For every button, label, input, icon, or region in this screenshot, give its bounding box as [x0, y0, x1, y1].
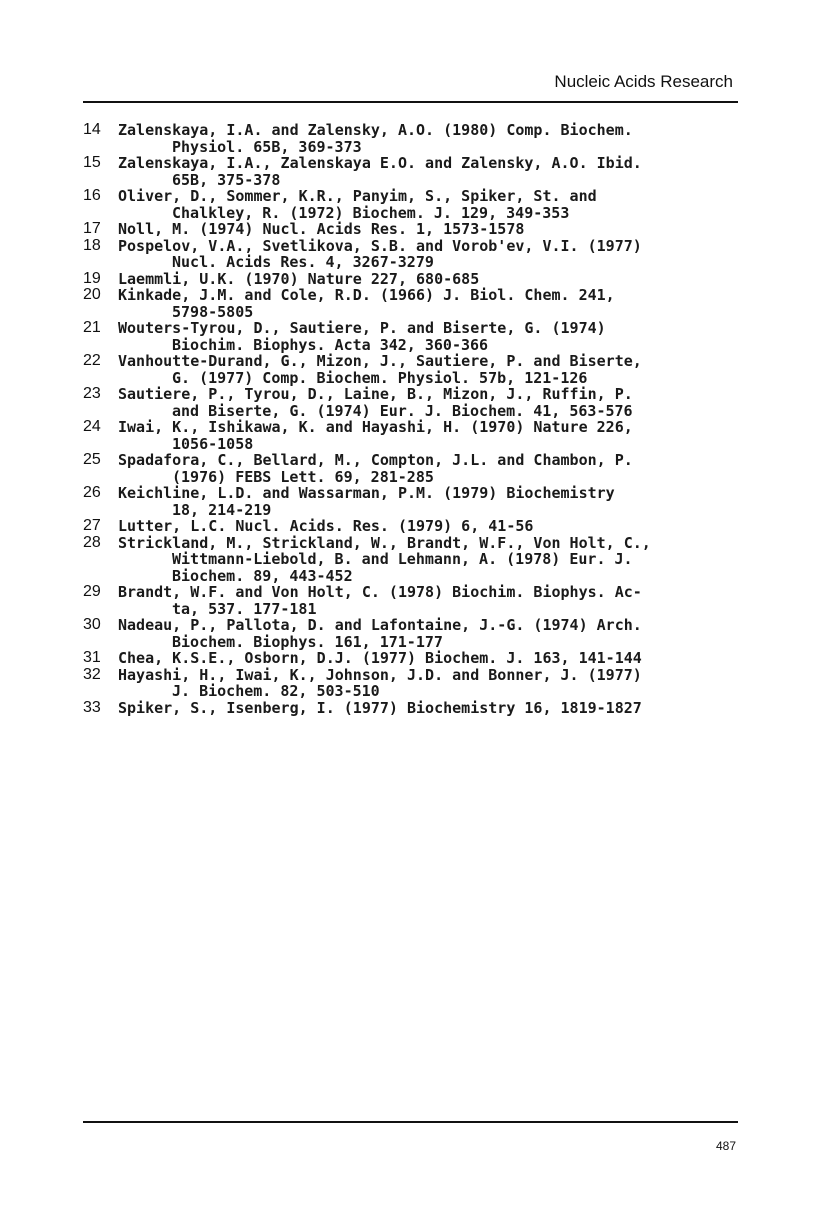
reference-text-line: Nadeau, P., Pallota, D. and Lafontaine, J.-G. (1974) Arch. — [118, 616, 642, 634]
reference-text-line: 5798-5805 — [172, 302, 254, 321]
reference-text-line: 1056-1058 — [172, 434, 254, 453]
reference-number: 18 — [83, 236, 101, 254]
reference-entry — [83, 271, 743, 288]
reference-text-line: Wouters-Tyrou, D., Sautiere, P. and Biserte, G. (1974) — [118, 319, 606, 337]
reference-entry — [83, 122, 743, 155]
reference-text-line: Vanhoutte-Durand, G., Mizon, J., Sautiere, P. and Biserte, — [118, 352, 642, 370]
reference-entry — [83, 353, 743, 386]
reference-text-line: Spadafora, C., Bellard, M., Compton, J.L. and Chambon, P. — [118, 451, 633, 469]
reference-number: 23 — [83, 385, 101, 402]
reference-text-line: Sautiere, P., Tyrou, D., Laine, B., Mizon, J., Ruffin, P. — [118, 385, 633, 403]
reference-text-line: Kinkade, J.M. and Cole, R.D. (1966) J. Biol. Chem. 241, — [118, 286, 615, 304]
reference-text-line: Noll, M. (1974) Nucl. Acids Res. 1, 1573-1578 — [118, 220, 525, 238]
reference-text-line: Biochem. 89, 443-452 — [172, 566, 353, 585]
reference-text-line: Iwai, K., Ishikawa, K. and Hayashi, H. (1970) Nature 226, — [118, 418, 633, 436]
reference-number: 22 — [83, 352, 101, 369]
reference-number: 26 — [83, 484, 101, 501]
reference-entry — [83, 452, 743, 485]
reference-text-line: Biochim. Biophys. Acta 342, 360-366 — [172, 335, 489, 354]
reference-entry — [83, 650, 743, 667]
reference-entry — [83, 287, 743, 320]
reference-number: 14 — [83, 121, 101, 138]
reference-number: 30 — [83, 616, 101, 633]
reference-text-line: Spiker, S., Isenberg, I. (1977) Biochemistry 16, 1819-1827 — [118, 698, 642, 717]
reference-list — [83, 122, 743, 716]
reference-entry — [83, 518, 743, 535]
reference-entry — [83, 700, 743, 717]
reference-entry — [83, 238, 743, 271]
reference-text-line: 18, 214-219 — [172, 500, 272, 519]
reference-text-line: Hayashi, H., Iwai, K., Johnson, J.D. and Bonner, J. (1977) — [118, 665, 642, 684]
reference-entry — [83, 188, 743, 221]
footer-rule — [83, 1121, 738, 1123]
reference-number: 16 — [83, 187, 101, 204]
reference-text-line: G. (1977) Comp. Biochem. Physiol. 57b, 121-126 — [172, 368, 588, 387]
reference-text-line: Zalenskaya, I.A. and Zalensky, A.O. (1980) Comp. Biochem. — [118, 121, 633, 139]
reference-text-line: Brandt, W.F. and Von Holt, C. (1978) Biochim. Biophys. Ac- — [118, 583, 642, 601]
reference-number: 19 — [83, 269, 101, 287]
reference-text-line: Pospelov, V.A., Svetlikova, S.B. and Vorob'ev, V.I. (1977) — [118, 236, 642, 255]
reference-text-line: Keichline, L.D. and Wassarman, P.M. (1979) Biochemistry — [118, 484, 615, 502]
reference-entry — [83, 221, 743, 238]
reference-text-line: Chea, K.S.E., Osborn, D.J. (1977) Biochem. J. 163, 141-144 — [118, 649, 642, 667]
reference-text-line: Chalkley, R. (1972) Biochem. J. 129, 349-353 — [172, 203, 570, 222]
reference-number: 28 — [83, 533, 101, 551]
reference-entry — [83, 535, 743, 585]
reference-text-line: Nucl. Acids Res. 4, 3267-3279 — [172, 253, 434, 271]
reference-text-line: Biochem. Biophys. 161, 171-177 — [172, 632, 443, 651]
reference-number: 33 — [83, 698, 101, 716]
reference-number: 17 — [83, 220, 101, 237]
reference-text-line: Oliver, D., Sommer, K.R., Panyim, S., Spiker, St. and — [118, 187, 597, 205]
reference-text-line: (1976) FEBS Lett. 69, 281-285 — [172, 467, 434, 486]
reference-number: 20 — [83, 286, 101, 303]
reference-text-line: Zalenskaya, I.A., Zalenskaya E.O. and Zalensky, A.O. Ibid. — [118, 154, 642, 172]
journal-title: Nucleic Acids Research — [554, 72, 733, 91]
reference-entry — [83, 155, 743, 188]
reference-number: 25 — [83, 451, 101, 468]
reference-text-line: Laemmli, U.K. (1970) Nature 227, 680-685 — [118, 269, 480, 288]
reference-text-line: J. Biochem. 82, 503-510 — [172, 682, 380, 700]
reference-entry — [83, 485, 743, 518]
reference-number: 24 — [83, 418, 101, 435]
reference-number: 21 — [83, 319, 101, 336]
reference-text-line: ta, 537. 177-181 — [172, 599, 317, 618]
reference-entry — [83, 320, 743, 353]
reference-entry — [83, 584, 743, 617]
reference-text-line: Strickland, M., Strickland, W., Brandt, W.F., Von Holt, C., — [118, 533, 651, 552]
reference-entry — [83, 419, 743, 452]
reference-entry — [83, 667, 743, 700]
page-number: 487 — [715, 1139, 736, 1153]
reference-entry — [83, 617, 743, 650]
reference-text-line: and Biserte, G. (1974) Eur. J. Biochem. 41, 563-576 — [172, 401, 633, 420]
reference-text-line: Lutter, L.C. Nucl. Acids. Res. (1979) 6, 41-56 — [118, 517, 534, 535]
reference-text-line: Physiol. 65B, 369-373 — [172, 137, 362, 156]
header-rule — [83, 101, 738, 103]
reference-number: 29 — [83, 583, 101, 600]
reference-number: 32 — [83, 665, 101, 683]
reference-text-line: 65B, 375-378 — [172, 170, 281, 189]
reference-text-line: Wittmann-Liebold, B. and Lehmann, A. (1978) Eur. J. — [172, 550, 633, 568]
reference-number: 27 — [83, 517, 101, 534]
reference-number: 15 — [83, 154, 101, 171]
reference-entry — [83, 386, 743, 419]
reference-number: 31 — [83, 649, 101, 666]
